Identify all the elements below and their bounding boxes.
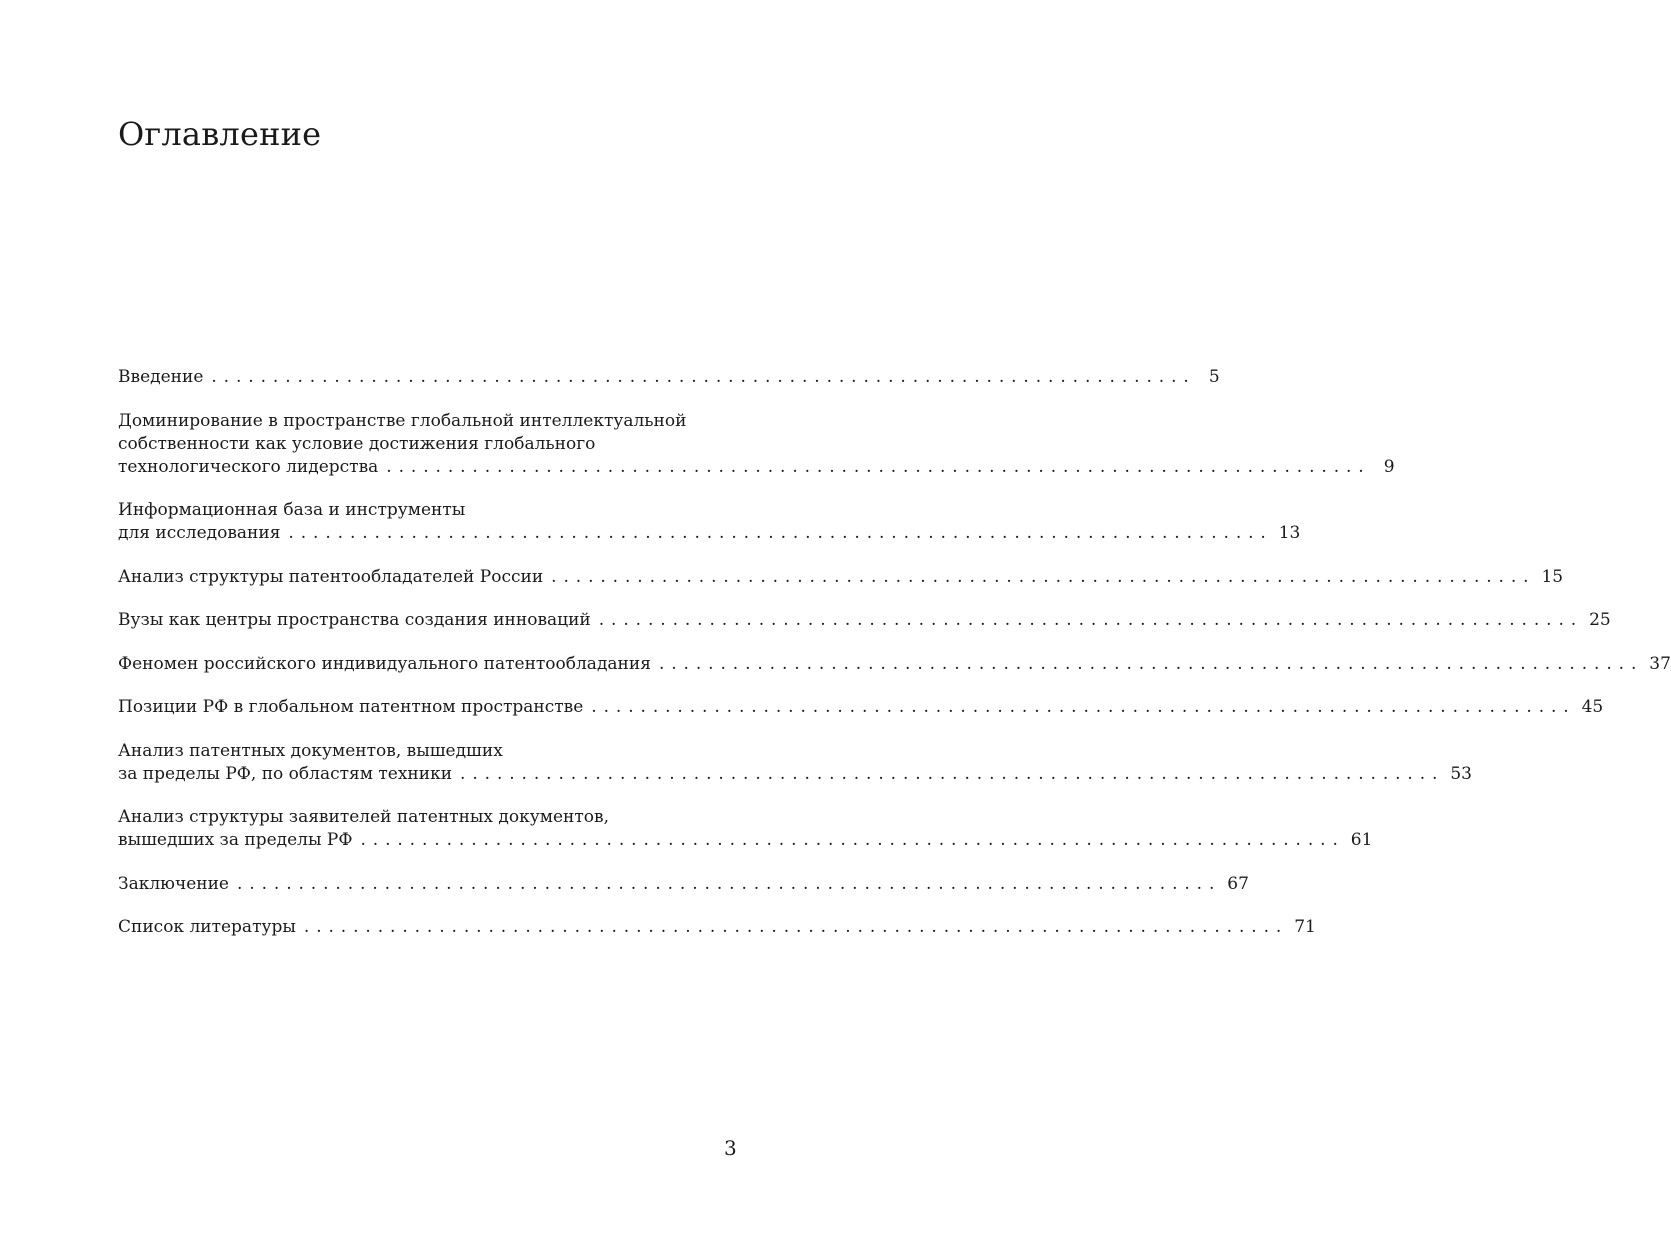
toc-entry-title-line: Анализ структуры заявителей патентных документов,: [118, 807, 609, 827]
toc-page-number: 9: [1383, 456, 1395, 477]
toc-entry-title-line: собственности как условие достижения глобального: [118, 433, 596, 454]
dot-leader: ................................................................................: [591, 697, 1576, 717]
dot-leader: ................................................................................: [460, 763, 1445, 784]
toc-page-number: 53: [1450, 763, 1472, 784]
page-number: 3: [724, 1136, 737, 1160]
toc-page-number: 37: [1649, 653, 1671, 674]
toc-entry-title-line: Доминирование в пространстве глобальной интеллектуальной: [118, 410, 687, 431]
toc-entry-title-line: Информационная база и инструменты: [118, 500, 466, 520]
toc-page-number: 25: [1589, 610, 1611, 630]
toc-page-number: 15: [1541, 566, 1564, 587]
toc-page-number: 13: [1278, 523, 1301, 543]
dot-leader: ................................................................................: [303, 917, 1289, 937]
toc-entry-title-line: Анализ патентных документов, вышедших: [118, 740, 503, 761]
toc-entry-line: [118, 522, 1301, 545]
toc-entry-title-line: Позиции РФ в глобальном патентном пространстве: [118, 697, 584, 717]
toc-page-number: 45: [1581, 697, 1604, 717]
dot-leader: ................................................................................: [360, 830, 1345, 850]
toc-entry-line: [118, 456, 1395, 479]
toc-page-number: 5: [1208, 367, 1220, 387]
toc-entry-title-line: вышедших за пределы РФ: [118, 830, 353, 850]
toc-entry[interactable]: [118, 696, 1604, 719]
toc-entry-title-line: технологического лидерства: [118, 456, 379, 477]
toc-entry-title-line: для исследования: [118, 523, 281, 543]
toc-entry-line: [118, 763, 1472, 786]
toc-page-number: 67: [1227, 873, 1249, 894]
toc-entry-line: [118, 829, 1373, 852]
toc-entry-line: [118, 696, 1604, 719]
toc-entry[interactable]: [118, 366, 1220, 389]
toc-entry[interactable]: [118, 916, 1316, 939]
toc-entry-line: [118, 873, 1249, 896]
toc-entry-title-line: Вузы как центры пространства создания инноваций: [118, 610, 591, 630]
toc-entry[interactable]: [118, 653, 1671, 676]
dot-leader: ................................................................................: [598, 610, 1584, 630]
page-title: Оглавление: [118, 115, 322, 153]
toc-entry-title-line: за пределы РФ, по областям техники: [118, 763, 453, 784]
toc-entry[interactable]: [118, 566, 1564, 589]
dot-leader: ................................................................................: [288, 523, 1273, 543]
toc-entry[interactable]: [118, 410, 1395, 479]
dot-leader: ................................................................................: [211, 367, 1196, 387]
toc-entry-line: [118, 609, 1611, 632]
toc-entry-line: [118, 653, 1671, 676]
toc-page-number: 71: [1294, 917, 1316, 937]
toc-entry-title-line: Феномен российского индивидуального патентообладания: [118, 653, 651, 674]
toc-entry[interactable]: [118, 806, 1373, 852]
toc-entry-line: [118, 566, 1564, 589]
toc-entry[interactable]: [118, 740, 1472, 786]
toc-entry-line: [118, 916, 1316, 939]
dot-leader: ................................................................................: [386, 456, 1371, 477]
dot-leader: ................................................................................: [236, 873, 1222, 894]
toc-entry[interactable]: [118, 873, 1249, 896]
toc-entry[interactable]: [118, 609, 1611, 632]
toc-entry-line: [118, 366, 1220, 389]
toc-entry-title-line: Список литературы: [118, 917, 296, 937]
dot-leader: ................................................................................: [658, 653, 1644, 674]
toc-entry-title-line: Анализ структуры патентообладателей России: [118, 566, 544, 587]
toc-page-number: 61: [1350, 830, 1373, 850]
toc-entry-title-line: Введение: [118, 367, 204, 387]
dot-leader: ................................................................................: [551, 566, 1536, 587]
toc-entry[interactable]: [118, 499, 1301, 545]
table-of-contents: [118, 366, 1671, 960]
toc-entry-title-line: Заключение: [118, 873, 229, 894]
